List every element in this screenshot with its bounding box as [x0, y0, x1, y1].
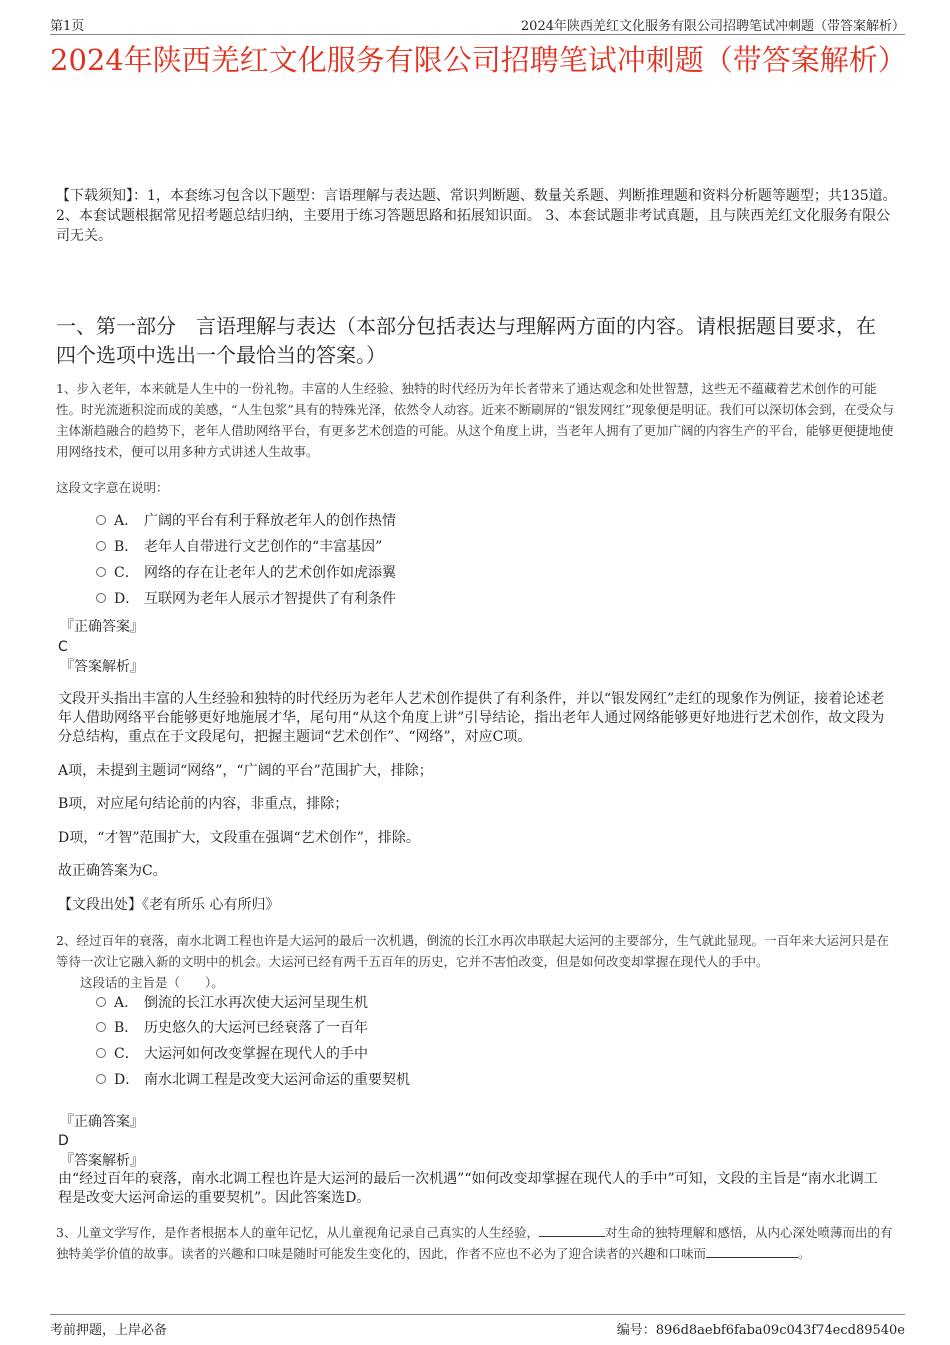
radio-icon[interactable]: [96, 1048, 106, 1058]
radio-icon[interactable]: [96, 567, 106, 577]
q1-analysis-a: A项，未提到主题词“网络”，“广阔的平台”范围扩大，排除；: [58, 763, 433, 779]
question-1-prompt: 这段文字意在说明：: [56, 480, 169, 495]
q1-option-a[interactable]: A． 广阔的平台有利于释放老年人的创作热情: [96, 510, 396, 532]
q1-analysis-main: 文段开头指出丰富的人生经验和独特的时代经历为老年人艺术创作提供了有利条件，并以“银发网红”走红的现象作为例证，接着论述老年人借助网络平台能够更好地施展才华，尾句用“从这个角度上讲”引导结论，指出老年人通过网络能够更好地进行艺术创作，故文段为分总结构，重点在于文段尾句，把握主题词“艺术创作”、“网络”，对应C项。: [58, 691, 885, 745]
q2-option-d[interactable]: D． 南水北调工程是改变大运河命运的重要契机: [96, 1069, 410, 1091]
footer-serial: 编号：896d8aebf6faba09c043f74ecd89540e: [616, 1323, 905, 1338]
header-doc-title: 2024年陕西羌红文化服务有限公司招聘笔试冲刺题（带答案解析）: [520, 19, 905, 34]
q2-analysis: 由“经过百年的衰落，南水北调工程也许是大运河的最后一次机遇”“如何改变却掌握在现代人的手中”可知，文段的主旨是“南水北调工程是改变大运河命运的重要契机”。因此答案选D。: [58, 1171, 878, 1206]
footer-slogan: 考前押题，上岸必备: [50, 1323, 168, 1338]
q2-option-c[interactable]: C． 大运河如何改变掌握在现代人的手中: [96, 1043, 368, 1065]
q1-answer: C: [58, 639, 68, 655]
question-1-text: 1、步入老年，本来就是人生中的一份礼物。丰富的人生经验、独特的时代经历为年长者带来了通达观念和处世智慧，这些无不蕴藏着艺术创作的可能性。时光流逝积淀而成的美感，“人生包浆”具有的特殊光泽，依然令人动容。近来不断刷屏的“银发网红”现象便是明证。我们可以深切体会到，在受众与主体渐趋融合的趋势下，老年人借助网络平台，有更多艺术创造的可能。从这个角度上讲，当老年人拥有了更加广阔的内容生产的平台，能够更便捷地使用网络技术，便可以用多种方式讲述人生故事。: [56, 381, 895, 459]
q2-answer-label: 『正确答案』: [60, 1114, 144, 1130]
q1-analysis-conclusion: 故正确答案为C。: [58, 863, 167, 879]
q2-option-b[interactable]: B． 历史悠久的大运河已经衰落了一百年: [96, 1017, 368, 1039]
radio-icon[interactable]: [96, 1022, 106, 1032]
radio-icon[interactable]: [96, 541, 106, 551]
q1-option-c[interactable]: C． 网络的存在让老年人的艺术创作如虎添翼: [96, 562, 396, 584]
radio-icon[interactable]: [96, 593, 106, 603]
page-number: 第1页: [50, 19, 85, 34]
q2-option-a[interactable]: A． 倒流的长江水再次使大运河呈现生机: [96, 992, 368, 1014]
section-heading: 一、第一部分 言语理解与表达（本部分包括表达与理解两方面的内容。请根据题目要求，在四个选项中选出一个最恰当的答案。）: [56, 314, 876, 367]
page-footer: [50, 1314, 905, 1338]
radio-icon[interactable]: [96, 997, 106, 1007]
radio-icon[interactable]: [96, 515, 106, 525]
q1-analysis-label: 『答案解析』: [60, 659, 144, 675]
document-title: 2024年陕西羌红文化服务有限公司招聘笔试冲刺题（带答案解析）: [50, 43, 907, 77]
question-2-prompt: 这段话的主旨是（ ）。: [80, 975, 224, 990]
q1-answer-label: 『正确答案』: [60, 619, 144, 635]
q1-option-b[interactable]: B． 老年人自带进行文艺创作的“丰富基因”: [96, 536, 382, 558]
radio-icon[interactable]: [96, 1074, 106, 1084]
page-header: [50, 14, 905, 35]
q1-analysis-b: B项，对应尾句结论前的内容，非重点，排除；: [58, 796, 349, 812]
q1-source: 【文段出处】《老有所乐 心有所归》: [58, 897, 280, 913]
q2-answer: D: [58, 1133, 69, 1149]
fill-blank-1[interactable]: [539, 1224, 605, 1237]
q1-option-d[interactable]: D． 互联网为老年人展示才智提供了有利条件: [96, 588, 396, 610]
question-2-text: 2、经过百年的衰落，南水北调工程也许是大运河的最后一次机遇，倒流的长江水再次串联起大运河的主要部分，生气就此显现。一百年来大运河只是在等待一次让它融入新的文明中的机会。大运河已经有两千五百年的历史，它并不害怕改变，但是如何改变却掌握在现代人的手中。: [56, 933, 889, 969]
question-3-text: 3、儿童文学写作，是作者根据本人的童年记忆，从儿童视角记录自己真实的人生经验， 对生命的独特理解和感悟，从内心深处喷薄而出的有独特美学价值的故事。读者的兴趣和口味是随时可能发生变化的，因此，作者不应也不必为了迎合读者的兴趣和口味而 。: [56, 1225, 893, 1261]
fill-blank-2[interactable]: [706, 1245, 798, 1258]
q1-analysis-d: D项，“才智”范围扩大，文段重在强调“艺术创作”，排除。: [58, 830, 420, 846]
download-notice: 【下载须知】：1，本套练习包含以下题型：言语理解与表达题、常识判断题、数量关系题、判断推理题和资料分析题等题型；共135道。 2、本套试题根据常见招考题总结归纳，主要用于练习答题思路和拓展知识面。 3、本套试题非考试真题，且与陕西羌红文化服务有限公司无关。: [56, 188, 897, 244]
q2-analysis-label: 『答案解析』: [60, 1153, 144, 1169]
